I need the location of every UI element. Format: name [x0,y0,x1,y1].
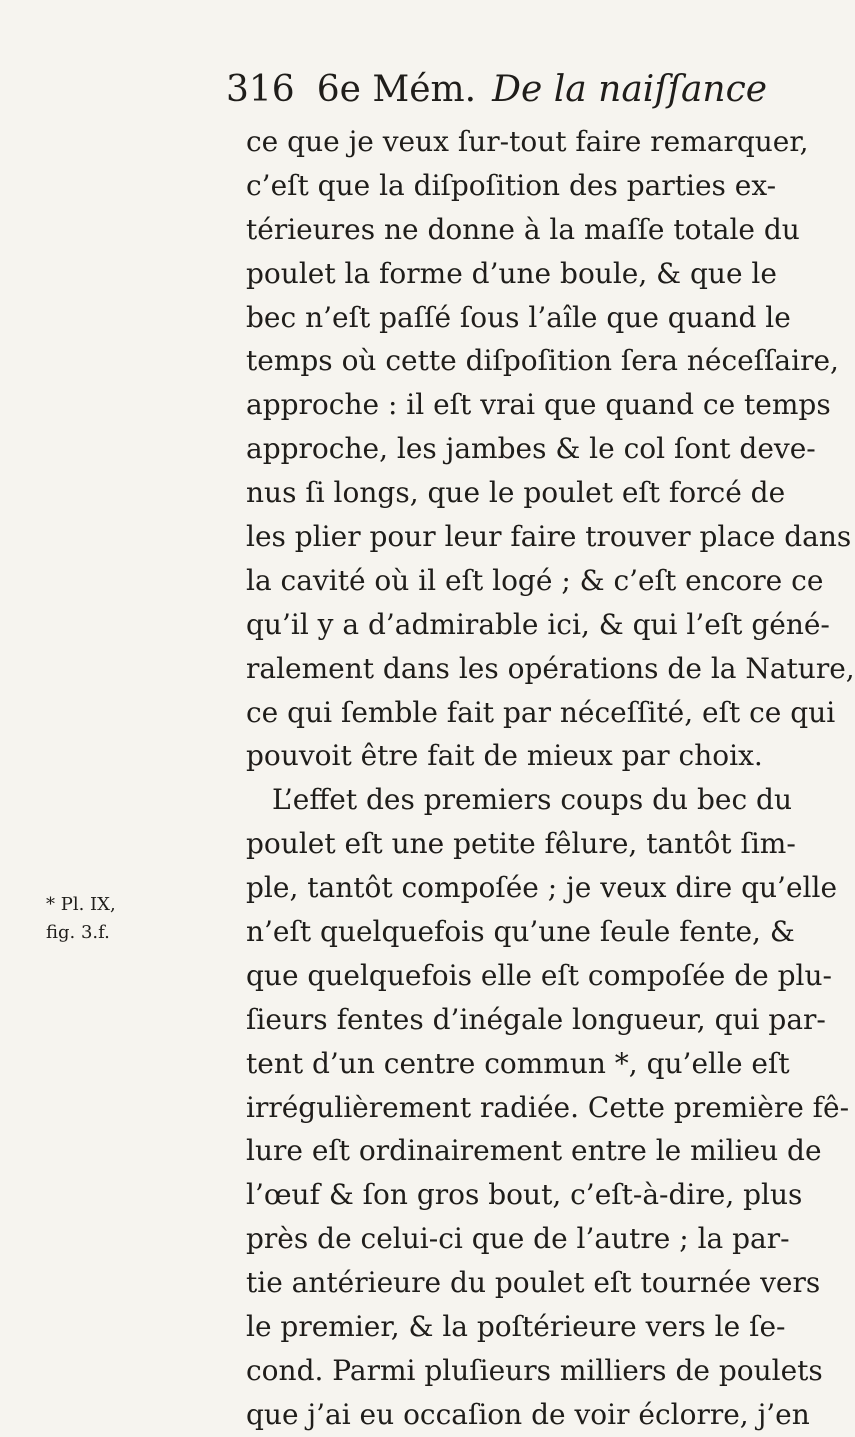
text-line: ce que je veux ſur-tout faire remarquer, [246,125,809,158]
text-line: bec n’eſt paſſé ſous l’aîle que quand le [246,300,791,334]
text-line: poulet eſt une petite fêlure, tantôt ſim- [246,827,796,861]
text-line: que j’ai eu occaſion de voir éclorre, j’en [246,1397,810,1431]
body-text [246,120,855,1437]
text-line: térieures ne donne à la maſſe totale du [246,212,800,246]
text-line: ralement dans les opérations de la Nature, [246,651,855,685]
text-line: ce qui ſemble fait par néceſſité, eſt ce qui [246,695,836,729]
text-line: tent d’un centre commun *, qu’elle eſt [246,1046,790,1080]
running-head [226,68,767,112]
text-line: ple, tantôt compoſée ; je veux dire qu’elle [246,871,838,905]
text-line: temps où cette diſpoſition ſera néceſſaire, [246,344,839,378]
running-title: De la naiſſance [492,69,768,110]
text-line: irrégulièrement radiée. Cette première fê- [246,1090,850,1124]
margin-note [46,891,116,947]
text-line: nus ſi longs, que le poulet eſt forcé de [246,476,786,510]
margin-note-figure: fig. 3.f. [46,922,110,943]
text-line: le premier, & la poſtérieure vers le ſe- [246,1310,786,1344]
text-line: ſieurs fentes d’inégale longueur, qui par- [246,1002,826,1036]
memoir-number: 6e Mém. [316,69,477,110]
text-line: tie antérieure du poulet eſt tournée vers [246,1266,821,1300]
text-line: pouvoit être fait de mieux par choix. [246,739,763,773]
text-line: que quelquefois elle eſt compoſée de plu- [246,958,832,992]
text-line: les plier pour leur faire trouver place dans [246,520,852,554]
page-number: 316 [226,69,295,110]
text-line: lure eſt ordinairement entre le milieu de [246,1134,822,1168]
margin-note-plate: * Pl. IX, [46,894,116,915]
text-line: c’eſt que la diſpoſition des parties ex- [246,168,777,202]
text-line: approche : il eſt vrai que quand ce temps [246,388,831,422]
text-line: près de celui-ci que de l’autre ; la par- [246,1222,790,1256]
text-line: poulet la forme d’une boule, & que le [246,256,777,290]
text-line: la cavité où il eſt logé ; & c’eſt encore ce [246,563,824,597]
text-line: qu’il y a d’admirable ici, & qui l’eſt géné- [246,607,830,641]
text-line: approche, les jambes & le col ſont deve- [246,432,816,466]
text-line: L’effet des premiers coups du bec du [272,783,792,817]
text-line: cond. Parmi pluſieurs milliers de poulets [246,1353,823,1387]
text-line: n’eſt quelquefois qu’une ſeule fente, & [246,915,795,949]
text-line: l’œuf & ſon gros bout, c’eſt-à-dire, plus [246,1178,803,1212]
